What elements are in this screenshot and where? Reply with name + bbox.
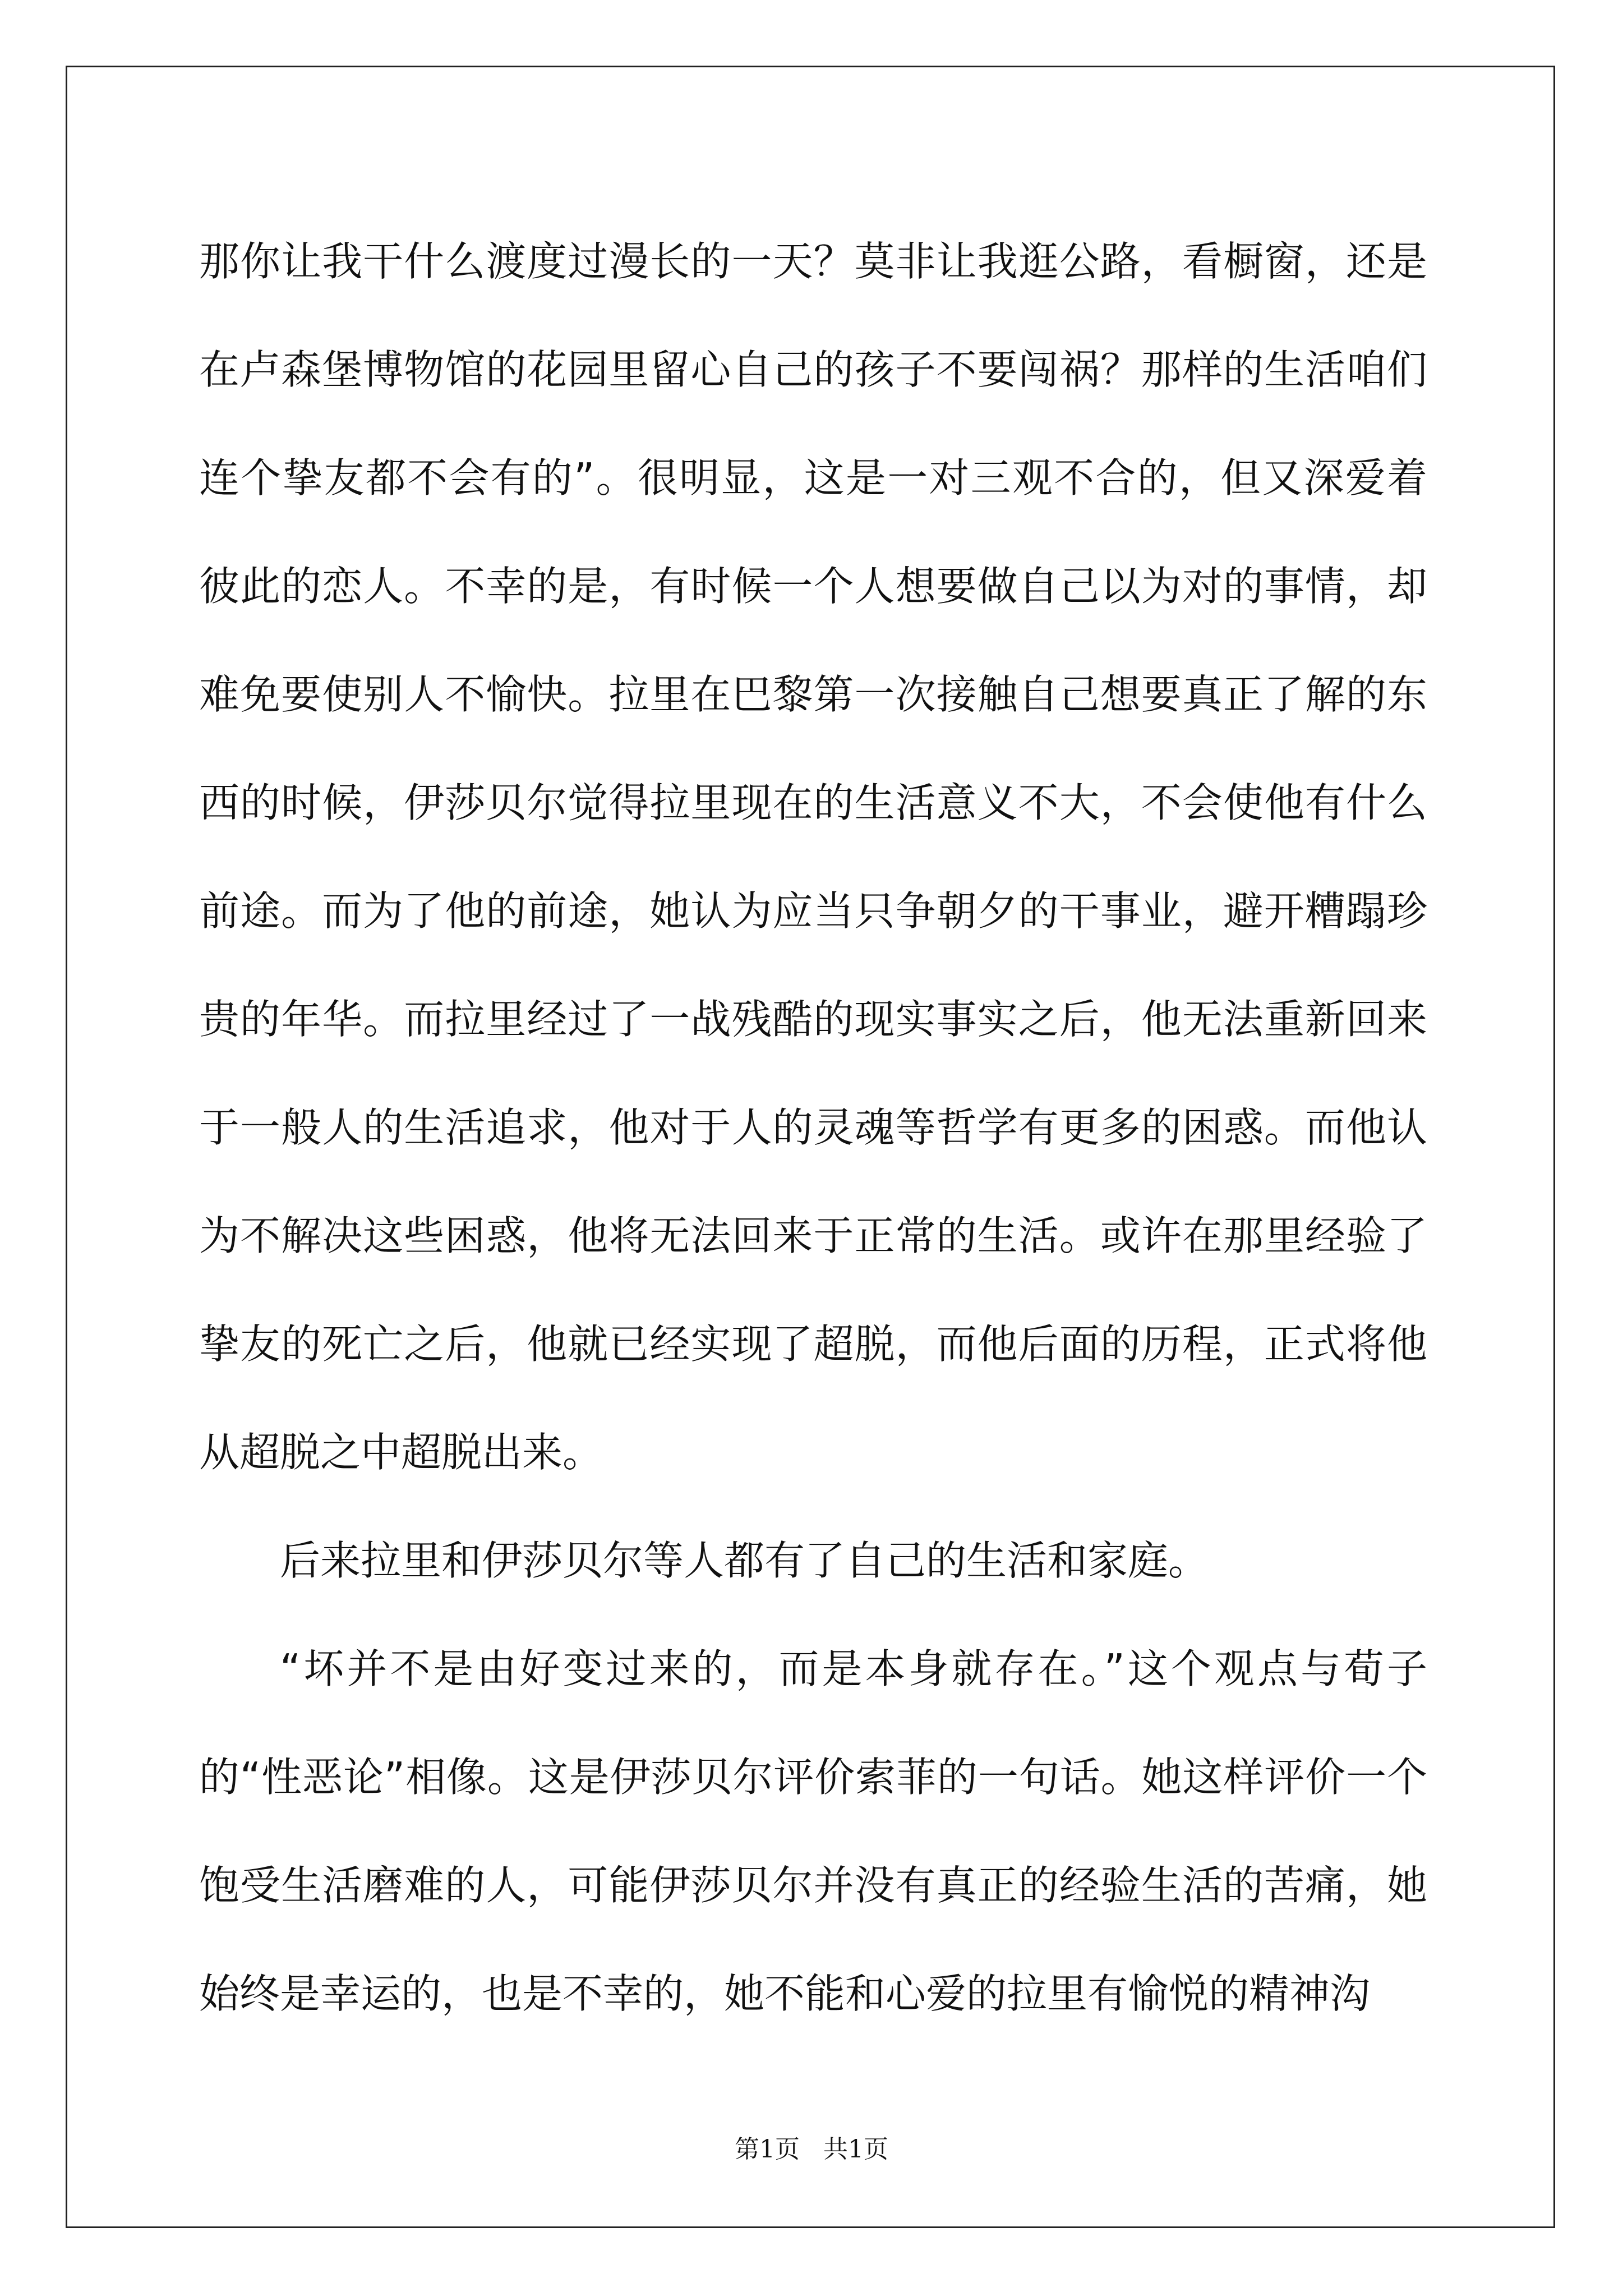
paragraph-3: “坏并不是由好变过来的，而是本身就存在。”这个观点与荀子的“性恶论”相像。这是伊莎贝尔评价索菲的一句话。她这样评价一个饱受生活磨难的人，可能伊莎贝尔并没有真正的经验生活的苦痛，她始终是幸运的，也是不幸的，她不能和心爱的拉里有愉悦的精神沟 — [199, 1645, 1427, 2017]
paragraph-2: 后来拉里和伊莎贝尔等人都有了自己的生活和家庭。 — [280, 1537, 1209, 1584]
page-footer: 第1页 共1页 — [735, 2135, 888, 2164]
paragraph-1: 那你让我干什么渡度过漫长的一天？莫非让我逛公路，看橱窗，还是在卢森堡博物馆的花园里留心自己的孩子不要闯祸？那样的生活咱们连个挚友都不会有的”。很明显，这是一对三观不合的，但又深爱着彼此的恋人。不幸的是，有时候一个人想要做自己以为对的事情，却难免要使别人不愉快。拉里在巴黎第一次接触自己想要真正了解的东西的时候，伊莎贝尔觉得拉里现在的生活意义不大，不会使他有什么前途。而为了他的前途，她认为应当只争朝夕的干事业，避开糟蹋珍贵的年华。而拉里经过了一战残酷的现实事实之后，他无法重新回来于一般人的生活追求，他对于人的灵魂等哲学有更多的困惑。而他认为不解决这些困惑，他将无法回来于正常的生活。或许在那里经验了挚友的死亡之后，他就已经实现了超脱，而他后面的历程，正式将他从超脱之中超脱出来。 — [199, 238, 1427, 1476]
document-body — [199, 208, 1427, 2048]
